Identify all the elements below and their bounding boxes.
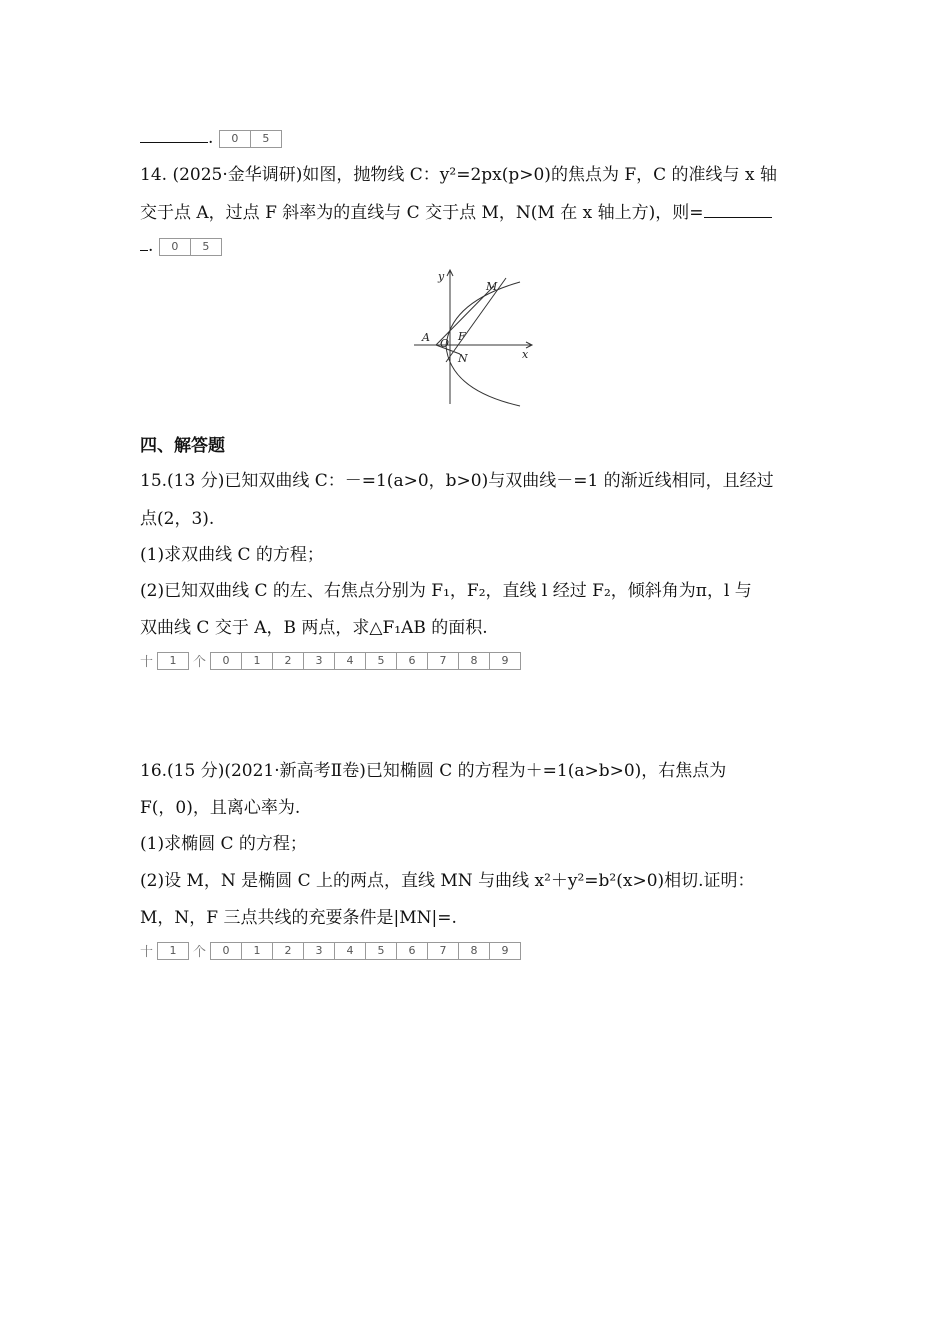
digit-option[interactable]: 1 xyxy=(242,653,273,669)
digit-option[interactable]: 0 xyxy=(211,653,242,669)
score-option[interactable]: 0 xyxy=(220,131,251,147)
q16-score-grid xyxy=(140,941,521,960)
q16-line-2: F(，0)，且离心率为. xyxy=(140,798,301,818)
label-n: N xyxy=(458,352,468,365)
q14-line-2-text: 交于点 A，过点 F 斜率为的直线与 C 交于点 M，N(M 在 x 轴上方)，则= xyxy=(140,203,704,223)
q13-answer-line xyxy=(140,126,282,149)
label-x: x xyxy=(522,348,529,361)
digit-option[interactable]: 5 xyxy=(366,943,397,959)
q14-line-1: 14. (2025·金华调研)如图，抛物线 C：y²=2px(p>0)的焦点为 F，C 的准线与 x 轴 xyxy=(140,165,777,185)
q15-line-3: (1)求双曲线 C 的方程； xyxy=(140,545,324,565)
digit-option[interactable]: 9 xyxy=(501,943,509,957)
digit-option[interactable]: 2 xyxy=(273,653,304,669)
digit-option[interactable]: 8 xyxy=(459,943,490,959)
q16-line-1: 16.(15 分)(2021·新高考Ⅱ卷)已知椭圆 C 的方程为＋=1(a>b>0)，右焦点为 xyxy=(140,761,727,781)
period: . xyxy=(148,236,154,256)
tens-label: 十 xyxy=(140,945,154,960)
q14-line-2 xyxy=(140,201,772,224)
digit-option[interactable]: 6 xyxy=(397,943,428,959)
digit-option[interactable]: 4 xyxy=(335,943,366,959)
digit-option[interactable]: 7 xyxy=(428,943,459,959)
period: . xyxy=(208,128,214,148)
q15-line-1: 15.(13 分)已知双曲线 C：－=1(a>0，b>0)与双曲线－=1 的渐近线相同，且经过 xyxy=(140,471,774,491)
digit-option[interactable]: 6 xyxy=(397,653,428,669)
label-m: M xyxy=(486,280,498,293)
section-heading: 四、解答题 xyxy=(140,436,225,456)
parabola-figure xyxy=(410,266,550,408)
units-label: 个 xyxy=(193,945,207,960)
digit-option[interactable]: 2 xyxy=(273,943,304,959)
q14-line-3 xyxy=(140,234,222,257)
q15-line-2: 点(2，3). xyxy=(140,509,215,529)
units-box xyxy=(210,652,521,670)
tens-box xyxy=(157,652,189,670)
label-f: F xyxy=(458,330,466,343)
score-option[interactable]: 0 xyxy=(160,239,191,255)
digit-option[interactable]: 0 xyxy=(211,943,242,959)
digit-option[interactable]: 1 xyxy=(242,943,273,959)
q16-line-4: (2)设 M，N 是椭圆 C 上的两点，直线 MN 与曲线 x²＋y²=b²(x>0)相切.证明： xyxy=(140,871,755,891)
q15-line-4: (2)已知双曲线 C 的左、右焦点分别为 F₁，F₂，直线 l 经过 F₂，倾斜角为π，l 与 xyxy=(140,581,752,601)
tens-option[interactable]: 1 xyxy=(169,943,177,957)
answer-blank[interactable] xyxy=(140,234,148,251)
q15-score-grid xyxy=(140,651,521,670)
units-box xyxy=(210,942,521,960)
tens-option[interactable]: 1 xyxy=(169,653,177,667)
label-a: A xyxy=(422,331,430,344)
label-o: O xyxy=(440,337,450,350)
digit-option[interactable]: 7 xyxy=(428,653,459,669)
digit-option[interactable]: 5 xyxy=(366,653,397,669)
parabola-curve xyxy=(446,282,520,406)
digit-option[interactable]: 3 xyxy=(304,943,335,959)
digit-option[interactable]: 4 xyxy=(335,653,366,669)
q15-line-5: 双曲线 C 交于 A，B 两点，求△F₁AB 的面积. xyxy=(140,618,488,638)
label-y: y xyxy=(438,270,445,283)
score-option[interactable]: 5 xyxy=(262,131,270,145)
answer-blank[interactable] xyxy=(140,126,208,143)
tens-label: 十 xyxy=(140,655,154,670)
digit-option[interactable]: 3 xyxy=(304,653,335,669)
q13-score-box xyxy=(219,130,282,148)
q16-line-3: (1)求椭圆 C 的方程； xyxy=(140,834,307,854)
q16-line-5: M，N，F 三点共线的充要条件是|MN|=. xyxy=(140,908,457,928)
tens-box xyxy=(157,942,189,960)
q14-score-box xyxy=(159,238,222,256)
answer-blank[interactable] xyxy=(704,201,772,218)
units-label: 个 xyxy=(193,655,207,670)
digit-option[interactable]: 8 xyxy=(459,653,490,669)
digit-option[interactable]: 9 xyxy=(501,653,509,667)
score-option[interactable]: 5 xyxy=(202,239,210,253)
